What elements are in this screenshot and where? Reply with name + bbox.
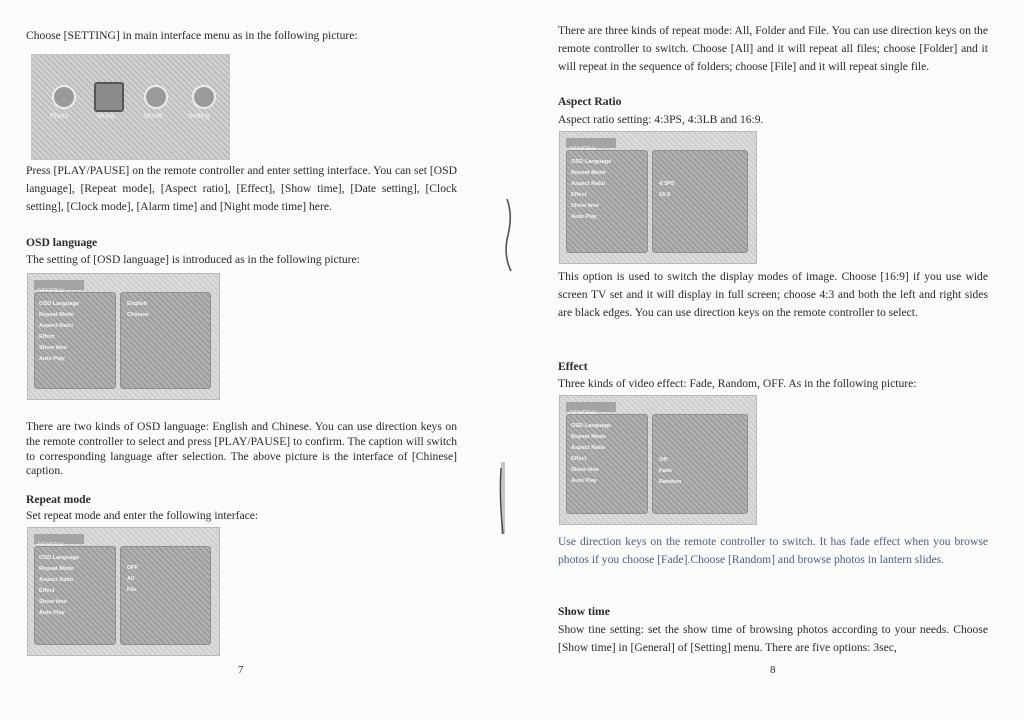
menu-item: Aspect Ratio	[39, 323, 74, 329]
menu-tab	[566, 138, 616, 148]
menu-item: Effect	[39, 588, 55, 594]
menu-item: Effect	[571, 456, 587, 462]
value-panel	[120, 292, 211, 389]
value-item: Chinese	[127, 312, 149, 318]
menu-item-panel	[566, 414, 648, 514]
menu-item: Auto Play	[571, 478, 597, 484]
menu-item-panel	[566, 150, 648, 253]
repeat-mode-screen	[27, 527, 220, 656]
menu-tab	[34, 280, 84, 290]
intro-text: Choose [SETTING] in main interface menu as in the following picture:	[26, 29, 358, 42]
value-panel	[120, 546, 211, 645]
osd-description: There are two kinds of OSD language: English and Chinese. You can use direction keys on the remote controller to select and press [PLAY/PAUSE] to confirm. The caption will switch to corresponding language after selection. The above picture is the interface of [Chinese] caption.	[26, 420, 457, 478]
menu-item: Repeat Mode	[39, 312, 74, 318]
aspect-heading: Aspect Ratio	[558, 95, 622, 108]
repeat-heading: Repeat mode	[26, 493, 91, 506]
osd-intro: The setting of [OSD language] is introduced as in the following picture:	[26, 253, 360, 266]
effect-description: Use direction keys on the remote controller to switch. It has fade effect when you browse photos if you choose [Fade].Choose [Random] and browse photos in lantern slides.	[558, 535, 988, 566]
effect-intro: Three kinds of video effect: Fade, Random, OFF. As in the following picture:	[558, 377, 917, 390]
menu-item: Show time	[39, 599, 67, 605]
menu-item: OSD Language	[571, 423, 612, 429]
repeat-description: There are three kinds of repeat mode: All, Folder and File. You can use direction keys on the remote controller to switch. Choose [All] and it will repeat all files; choose [Folder] and it will repeat in the sequence of folders; choose [File] and it will repeat single file.	[558, 24, 988, 73]
osd-language-screen	[27, 273, 220, 400]
main-menu-picture	[31, 54, 230, 160]
menu-label-photo: Photo	[50, 113, 69, 120]
effect-screen	[559, 395, 757, 525]
menu-item: Repeat Mode	[571, 434, 606, 440]
photo-icon	[52, 85, 76, 109]
value-item: Fade	[659, 468, 673, 474]
menu-item: Effect	[39, 334, 55, 340]
menu-item: Show time	[571, 467, 599, 473]
value-item: 16:9	[659, 192, 671, 198]
page-number-left: 7	[238, 664, 244, 676]
movie-icon	[144, 85, 168, 109]
showtime-description: Show tine setting: set the show time of browsing photos according to your needs. Choose [Show time] in [General] of [Setting] menu. There are five options: 3sec,	[558, 623, 988, 654]
menu-item: Show time	[39, 345, 67, 351]
menu-item: Auto Play	[39, 610, 65, 616]
menu-label-music: Music	[97, 113, 116, 120]
menu-item-panel	[34, 546, 116, 645]
value-item: 4:3PS	[659, 181, 675, 187]
music-icon	[94, 82, 124, 112]
menu-item: Show time	[571, 203, 599, 209]
aspect-intro: Aspect ratio setting: 4:3PS, 4:3LB and 16:9.	[558, 113, 764, 126]
fold-mark-bottom	[497, 458, 521, 538]
menu-item: OSD Language	[39, 555, 80, 561]
value-panel	[652, 150, 748, 253]
menu-tab	[566, 402, 616, 412]
menu-item-panel	[34, 292, 116, 389]
repeat-intro: Set repeat mode and enter the following interface:	[26, 509, 259, 522]
menu-label-movie: Movie	[144, 113, 163, 120]
osd-heading: OSD language	[26, 236, 98, 249]
value-item: English	[127, 301, 148, 307]
menu-item: OSD Language	[571, 159, 612, 165]
menu-item: Aspect Ratio	[571, 445, 606, 451]
menu-item: Effect	[571, 192, 587, 198]
menu-item: OSD Language	[39, 301, 80, 307]
value-item: File	[127, 587, 137, 593]
value-item: OFF	[127, 565, 139, 571]
menu-item: Repeat Mode	[39, 566, 74, 572]
fold-mark-top	[497, 195, 521, 275]
value-item: Off	[659, 457, 668, 463]
menu-item: Repeat Mode	[571, 170, 606, 176]
menu-item: Auto Play	[571, 214, 597, 220]
menu-item: Aspect Ratio	[39, 577, 74, 583]
effect-heading: Effect	[558, 360, 588, 373]
setting-icon	[192, 85, 216, 109]
value-item: All	[127, 576, 135, 582]
menu-item: Auto Play	[39, 356, 65, 362]
page-number-right: 8	[770, 664, 776, 676]
aspect-ratio-screen	[559, 131, 757, 264]
value-panel	[652, 414, 748, 514]
value-item: Random	[659, 479, 682, 485]
showtime-heading: Show time	[558, 605, 610, 618]
aspect-description: This option is used to switch the display modes of image. Choose [16:9] if you use wide screen TV set and it will display in full screen; choose 4:3 and both the left and right sides are black edges. You can use direction keys on the remote controller to select.	[558, 270, 988, 319]
menu-tab	[34, 534, 84, 544]
menu-label-setting: Setting	[188, 113, 210, 120]
press-text: Press [PLAY/PAUSE] on the remote controller and enter setting interface. You can set [OSD language], [Repeat mode], [Aspect ratio], [Effect], [Show time], [Date setting], [Clock setting], [Clock mode], [Alarm time] and [Night mode time] here.	[26, 164, 457, 213]
menu-item: Aspect Ratio	[571, 181, 606, 187]
